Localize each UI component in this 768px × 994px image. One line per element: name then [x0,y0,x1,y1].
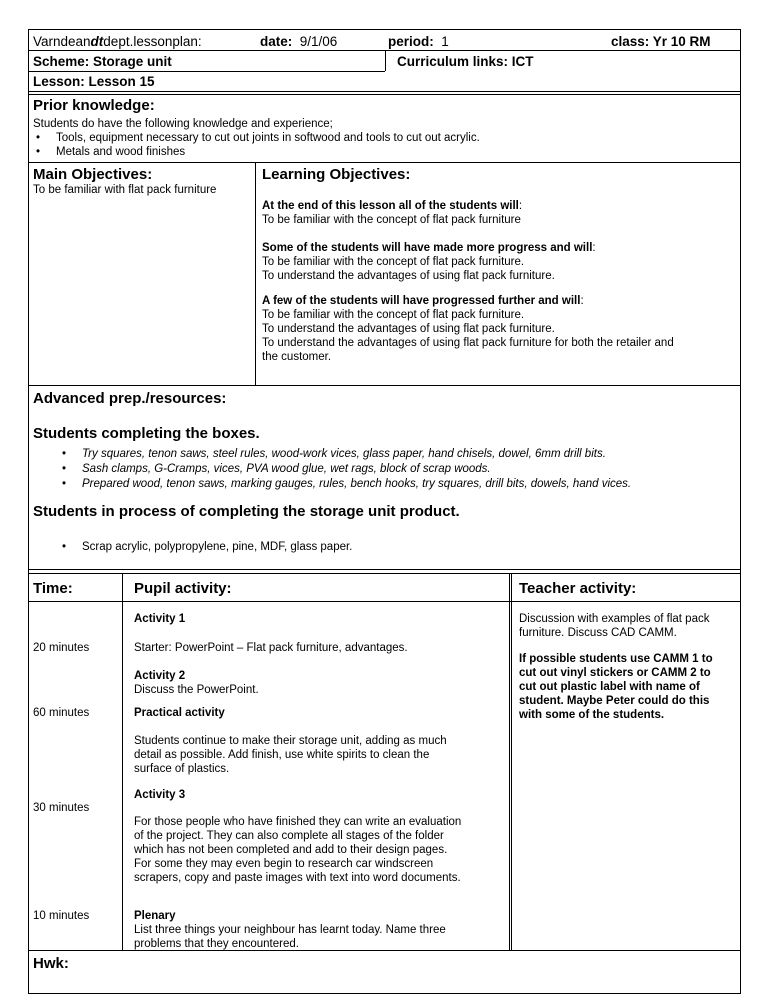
border-left [28,29,29,994]
few-students-item: To be familiar with the concept of flat pack furniture. [262,309,525,321]
homework-title: Hwk: [33,955,69,972]
activity-3-line: For those people who have finished they can write an evaluation [134,816,462,828]
curriculum-links: Curriculum links: ICT [397,54,534,69]
storage-item: Scrap acrylic, polypropylene, pine, MDF, glass paper. [82,541,353,553]
divider-time-col [122,573,123,950]
pupil-header: Pupil activity: [134,580,232,597]
bullet-icon: • [36,146,41,158]
plenary-line: List three things your neighbour has learnt today. Name three [134,924,446,936]
teacher-line: furniture. Discuss CAD CAMM. [519,627,677,639]
activity-2-title: Activity 2 [134,670,186,682]
boxes-item: Sash clamps, G-Cramps, vices, PVA wood glue, wet rags, block of scrap woods. [82,463,491,475]
boxes-title: Students completing the boxes. [33,425,260,442]
teacher-bold-line: cut out vinyl stickers or CAMM 2 to [519,667,711,679]
all-students-item: To be familiar with the concept of flat pack furniture [262,214,521,226]
learning-objectives-title: Learning Objectives: [262,166,411,183]
divider-resources [28,569,741,570]
teacher-bold-line: student. Maybe Peter could do this [519,695,710,707]
teacher-bold-line: with some of the students. [519,709,665,721]
period [388,34,449,49]
time-20: 20 minutes [33,642,90,654]
some-students-item: To understand the advantages of using flat pack furniture. [262,270,555,282]
bullet-icon: • [36,132,41,144]
time-30: 30 minutes [33,802,90,814]
bullet-icon: • [62,448,67,460]
dept-name: dept.lessonplan: [103,34,202,49]
plenary-title: Plenary [134,910,176,922]
activity-3-line: of the project. They can also complete all stages of the folder [134,830,444,842]
divider-objectives [28,385,741,386]
teacher-bold-line: If possible students use CAMM 1 to [519,653,713,665]
divider-objectives-col [255,162,256,385]
divider-scheme [28,71,385,72]
some-students-label: Some of the students will have made more progress and will: [262,242,596,254]
dt-logo: dt [90,34,104,49]
prior-intro: Students do have the following knowledge and experience; [33,118,333,130]
time-10: 10 minutes [33,910,90,922]
lesson: Lesson: Lesson 15 [33,74,155,89]
prior-title: Prior knowledge: [33,97,155,114]
header-title [33,34,202,49]
practical-title: Practical activity [134,707,225,719]
divider-resources-double [28,573,741,574]
practical-line: detail as possible. Add finish, use white spirits to clean the [134,749,430,761]
prior-item: Tools, equipment necessary to cut out joints in softwood and tools to cut out acrylic. [56,132,480,144]
few-students-item: To understand the advantages of using flat pack furniture. [262,323,555,335]
activity-1-title: Activity 1 [134,613,186,625]
storage-title: Students in process of completing the storage unit product. [33,503,460,520]
time-header: Time: [33,580,73,597]
plenary-line: problems that they encountered. [134,938,299,950]
divider-pupil-col-double [511,573,512,950]
divider-lesson [28,91,741,92]
some-students-item: To be familiar with the concept of flat pack furniture. [262,256,525,268]
discuss-text: Discuss the PowerPoint. [134,684,259,696]
few-students-label: A few of the students will have progressed further and will: [262,295,584,307]
few-students-item: To understand the advantages of using flat pack furniture for both the retailer and [262,337,674,349]
activity-3-title: Activity 3 [134,789,186,801]
boxes-item: Try squares, tenon saws, steel rules, wood-work vices, glass paper, hand chisels, dowel, 6mm drill bits. [82,448,606,460]
divider-table-head [28,601,741,602]
practical-line: surface of plastics. [134,763,230,775]
activity-3-line: For some they may even begin to research car windscreen [134,858,434,870]
date-value: 9/1/06 [299,34,338,49]
boxes-item: Prepared wood, tenon saws, marking gauges, rules, bench hooks, try squares, drill bits, dowels, hand vices. [82,478,632,490]
teacher-line: Discussion with examples of flat pack [519,613,710,625]
main-objectives-text: To be familiar with flat pack furniture [33,184,217,196]
class-label: class: Yr 10 RM [611,34,711,49]
activity-3-line: scrapers, copy and paste images with text into word documents. [134,872,461,884]
time-60: 60 minutes [33,707,90,719]
school-name: Varndean [33,34,91,49]
scheme: Scheme: Storage unit [33,54,172,69]
bullet-icon: • [62,541,67,553]
divider-lesson-double [28,94,741,95]
bullet-icon: • [62,478,67,490]
teacher-bold-line: cut out plastic label with name of [519,681,700,693]
border-right [740,29,741,994]
divider-prior [28,162,741,163]
prior-item: Metals and wood finishes [56,146,186,158]
border-top [28,29,741,30]
practical-line: Students continue to make their storage unit, adding as much [134,735,447,747]
divider-curriculum [385,50,386,71]
divider-pupil-col [509,573,510,950]
few-students-item: the customer. [262,351,332,363]
bullet-icon: • [62,463,67,475]
period-value: 1 [441,34,449,49]
date-label: date: [260,34,293,49]
main-objectives-title: Main Objectives: [33,166,153,183]
period-label: period: [388,34,434,49]
resources-title: Advanced prep./resources: [33,390,227,407]
teacher-header: Teacher activity: [519,580,637,597]
starter-text: Starter: PowerPoint – Flat pack furniture, advantages. [134,642,408,654]
date [260,34,337,49]
all-students-label: At the end of this lesson all of the students will: [262,200,523,212]
activity-3-line: which has not been completed and add to their design pages. [134,844,448,856]
